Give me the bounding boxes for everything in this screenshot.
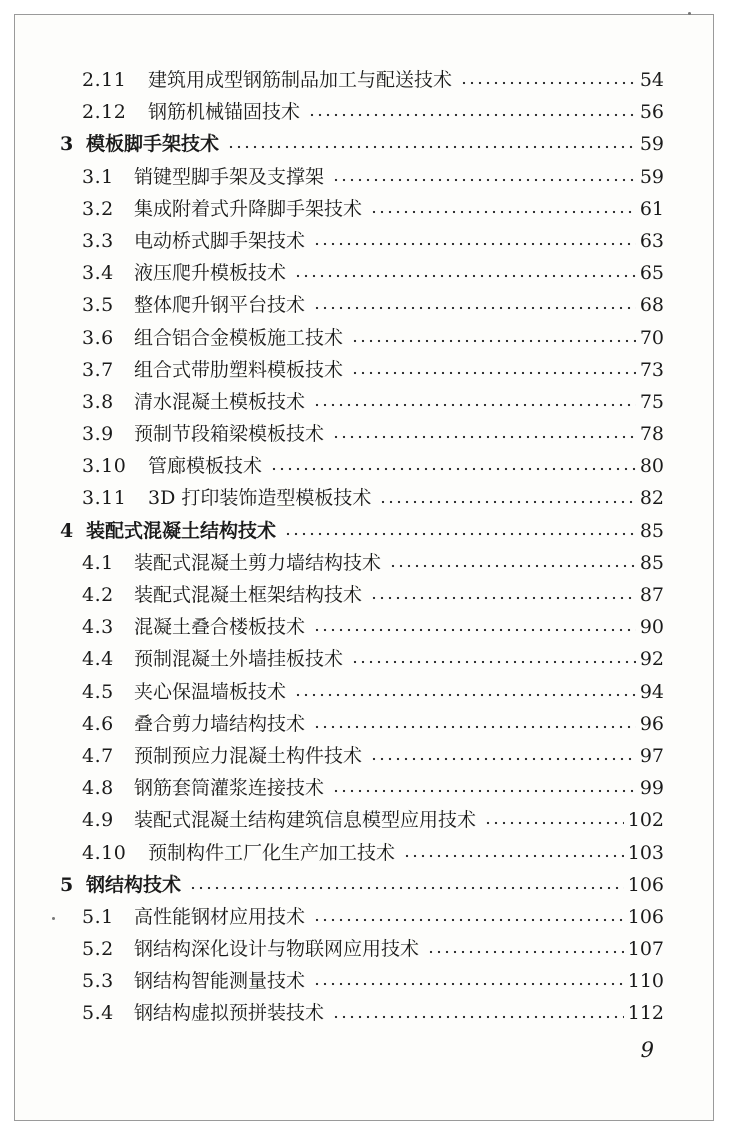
toc-section-entry bbox=[60, 643, 664, 675]
dot-leader bbox=[313, 295, 636, 315]
scan-speck bbox=[52, 917, 55, 920]
toc-entry-title: 3D 打印装饰造型模板技术 bbox=[148, 487, 372, 510]
toc-section-entry bbox=[60, 772, 664, 804]
toc-section-entry bbox=[60, 965, 664, 997]
toc-section-entry bbox=[60, 225, 664, 257]
toc-entry-title: 钢结构智能测量技术 bbox=[134, 970, 306, 993]
toc-entry-title: 装配式混凝土结构技术 bbox=[86, 519, 277, 542]
dot-leader bbox=[370, 746, 636, 766]
toc-entry-title: 液压爬升模板技术 bbox=[134, 262, 287, 285]
toc-section-entry bbox=[60, 354, 664, 386]
toc-entry-number: 4.5 bbox=[82, 680, 114, 703]
toc-entry-title: 预制节段箱梁模板技术 bbox=[134, 423, 325, 446]
toc-section-entry bbox=[60, 64, 664, 96]
toc-entry-title: 高性能钢材应用技术 bbox=[134, 905, 306, 928]
toc-entry-number: 4 bbox=[60, 519, 74, 542]
toc-entry-title: 整体爬升钢平台技术 bbox=[134, 294, 306, 317]
toc-entry-page: 54 bbox=[639, 69, 664, 91]
toc-entry-page: 63 bbox=[639, 229, 664, 252]
toc-entry-number: 4.1 bbox=[82, 551, 114, 574]
toc-entry-page: 92 bbox=[639, 648, 664, 671]
dot-leader bbox=[313, 392, 636, 412]
dot-leader bbox=[370, 199, 636, 219]
dot-leader bbox=[332, 1004, 624, 1024]
toc-entry-page: 56 bbox=[639, 101, 664, 124]
toc-entry-title: 装配式混凝土结构建筑信息模型应用技术 bbox=[134, 809, 477, 832]
toc-entry-number: 4.10 bbox=[82, 841, 127, 864]
toc-section-entry bbox=[60, 611, 664, 643]
toc-entry-page: 97 bbox=[639, 744, 664, 767]
toc-entry-page: 87 bbox=[639, 584, 664, 606]
toc-section-entry bbox=[60, 837, 664, 869]
toc-entry-page: 70 bbox=[639, 326, 664, 349]
toc-section-entry bbox=[60, 193, 664, 225]
toc-entry-page: 106 bbox=[627, 873, 664, 896]
toc-entry-title: 预制混凝土外墙挂板技术 bbox=[134, 648, 344, 671]
toc-entry-number: 4.7 bbox=[82, 744, 114, 767]
dot-leader bbox=[189, 875, 624, 895]
toc-entry-title: 装配式混凝土框架结构技术 bbox=[134, 584, 363, 606]
toc-entry-number: 5.2 bbox=[82, 938, 114, 961]
scan-speck bbox=[688, 12, 691, 15]
toc-entry-page: 68 bbox=[639, 294, 664, 317]
dot-leader bbox=[332, 424, 636, 444]
toc-entry-title: 预制构件工厂化生产加工技术 bbox=[148, 841, 396, 864]
toc-entry-number: 3.11 bbox=[82, 487, 127, 510]
toc-entry-number: 3.7 bbox=[82, 358, 114, 381]
toc-entry-page: 65 bbox=[639, 262, 664, 285]
toc-section-entry bbox=[60, 322, 664, 354]
toc-entry-title: 组合铝合金模板施工技术 bbox=[134, 326, 344, 349]
dot-leader bbox=[313, 907, 624, 927]
dot-leader bbox=[294, 682, 636, 702]
toc-entry-page: 90 bbox=[639, 616, 664, 639]
toc-entry-number: 4.4 bbox=[82, 648, 114, 671]
toc-entry-number: 3.10 bbox=[82, 455, 127, 478]
toc-entry-page: 59 bbox=[639, 165, 664, 188]
toc-entry-page: 103 bbox=[627, 841, 664, 864]
toc-section-entry bbox=[60, 418, 664, 450]
dot-leader bbox=[403, 843, 624, 863]
toc-entry-page: 82 bbox=[639, 487, 664, 510]
toc-section-entry bbox=[60, 901, 664, 933]
toc-entry-title: 钢结构技术 bbox=[86, 873, 182, 896]
toc-entry-number: 4.2 bbox=[82, 584, 114, 606]
toc-entry-number: 4.3 bbox=[82, 616, 114, 639]
toc-section-entry bbox=[60, 740, 664, 772]
toc-section-entry bbox=[60, 257, 664, 289]
table-of-contents bbox=[60, 64, 664, 1030]
toc-entry-title: 钢结构虚拟预拼装技术 bbox=[134, 1002, 325, 1025]
toc-entry-page: 96 bbox=[639, 712, 664, 735]
dot-leader bbox=[284, 521, 636, 541]
toc-entry-page: 85 bbox=[639, 551, 664, 574]
dot-leader bbox=[227, 134, 636, 154]
toc-entry-number: 2.12 bbox=[82, 101, 127, 124]
dot-leader bbox=[351, 649, 636, 669]
toc-entry-title: 钢筋套筒灌浆连接技术 bbox=[134, 777, 325, 800]
toc-entry-title: 模板脚手架技术 bbox=[86, 133, 220, 156]
toc-chapter-entry bbox=[60, 515, 664, 547]
toc-entry-page: 99 bbox=[639, 777, 664, 800]
toc-entry-title: 管廊模板技术 bbox=[148, 455, 263, 478]
toc-entry-number: 3.2 bbox=[82, 197, 114, 220]
toc-entry-number: 4.8 bbox=[82, 777, 114, 800]
toc-section-entry bbox=[60, 96, 664, 128]
toc-entry-title: 叠合剪力墙结构技术 bbox=[134, 712, 306, 735]
dot-leader bbox=[308, 102, 636, 122]
toc-entry-number: 5.1 bbox=[82, 905, 114, 928]
toc-chapter-entry bbox=[60, 869, 664, 901]
toc-entry-title: 电动桥式脚手架技术 bbox=[134, 229, 306, 252]
toc-entry-number: 3 bbox=[60, 133, 74, 156]
toc-section-entry bbox=[60, 482, 664, 514]
toc-section-entry bbox=[60, 997, 664, 1029]
toc-section-entry bbox=[60, 289, 664, 321]
toc-section-entry bbox=[60, 161, 664, 193]
toc-chapter-entry bbox=[60, 128, 664, 160]
toc-entry-page: 73 bbox=[639, 358, 664, 381]
toc-entry-number: 3.5 bbox=[82, 294, 114, 317]
dot-leader bbox=[351, 328, 636, 348]
toc-section-entry bbox=[60, 450, 664, 482]
toc-entry-number: 3.1 bbox=[82, 165, 114, 188]
toc-entry-page: 59 bbox=[639, 133, 664, 156]
toc-entry-title: 预制预应力混凝土构件技术 bbox=[134, 744, 363, 767]
toc-entry-page: 110 bbox=[627, 970, 664, 993]
toc-entry-page: 75 bbox=[639, 390, 664, 413]
dot-leader bbox=[370, 585, 636, 605]
toc-entry-page: 61 bbox=[639, 197, 664, 220]
toc-section-entry bbox=[60, 708, 664, 740]
toc-entry-page: 102 bbox=[627, 809, 664, 832]
dot-leader bbox=[389, 553, 636, 573]
toc-entry-title: 钢结构深化设计与物联网应用技术 bbox=[134, 938, 420, 961]
toc-entry-page: 85 bbox=[639, 519, 664, 542]
toc-entry-title: 钢筋机械锚固技术 bbox=[148, 101, 301, 124]
dot-leader bbox=[313, 231, 636, 251]
dot-leader bbox=[294, 263, 636, 283]
dot-leader bbox=[484, 810, 624, 830]
toc-entry-number: 3.4 bbox=[82, 262, 114, 285]
toc-entry-number: 3.6 bbox=[82, 326, 114, 349]
toc-section-entry bbox=[60, 804, 664, 836]
toc-entry-number: 3.9 bbox=[82, 423, 114, 446]
toc-section-entry bbox=[60, 676, 664, 708]
dot-leader bbox=[270, 456, 636, 476]
dot-leader bbox=[313, 971, 624, 991]
toc-section-entry bbox=[60, 933, 664, 965]
dot-leader bbox=[460, 70, 636, 90]
toc-entry-page: 106 bbox=[627, 905, 664, 928]
dot-leader bbox=[313, 617, 636, 637]
toc-entry-title: 清水混凝土模板技术 bbox=[134, 390, 306, 413]
toc-entry-page: 94 bbox=[639, 680, 664, 703]
toc-entry-number: 3.3 bbox=[82, 229, 114, 252]
dot-leader bbox=[332, 778, 636, 798]
toc-entry-title: 夹心保温墙板技术 bbox=[134, 680, 287, 703]
toc-entry-page: 112 bbox=[627, 1002, 664, 1025]
toc-section-entry bbox=[60, 386, 664, 418]
toc-entry-number: 4.6 bbox=[82, 712, 114, 735]
toc-entry-title: 建筑用成型钢筋制品加工与配送技术 bbox=[148, 69, 453, 91]
toc-entry-number: 2.11 bbox=[82, 69, 127, 91]
dot-leader bbox=[332, 167, 636, 187]
toc-section-entry bbox=[60, 579, 664, 611]
toc-entry-title: 装配式混凝土剪力墙结构技术 bbox=[134, 551, 382, 574]
dot-leader bbox=[313, 714, 636, 734]
toc-entry-number: 3.8 bbox=[82, 390, 114, 413]
toc-entry-number: 5.4 bbox=[82, 1002, 114, 1025]
toc-entry-page: 80 bbox=[639, 455, 664, 478]
toc-entry-number: 5.3 bbox=[82, 970, 114, 993]
toc-entry-page: 78 bbox=[639, 423, 664, 446]
dot-leader bbox=[351, 360, 636, 380]
dot-leader bbox=[427, 939, 624, 959]
toc-entry-title: 销键型脚手架及支撑架 bbox=[134, 165, 325, 188]
dot-leader bbox=[379, 489, 635, 509]
toc-entry-title: 集成附着式升降脚手架技术 bbox=[134, 197, 363, 220]
page-number: 9 bbox=[640, 1038, 654, 1062]
toc-section-entry bbox=[60, 547, 664, 579]
toc-entry-number: 4.9 bbox=[82, 809, 114, 832]
toc-entry-page: 107 bbox=[627, 938, 664, 961]
toc-entry-number: 5 bbox=[60, 873, 74, 896]
toc-entry-title: 混凝土叠合楼板技术 bbox=[134, 616, 306, 639]
toc-entry-title: 组合式带肋塑料模板技术 bbox=[134, 358, 344, 381]
